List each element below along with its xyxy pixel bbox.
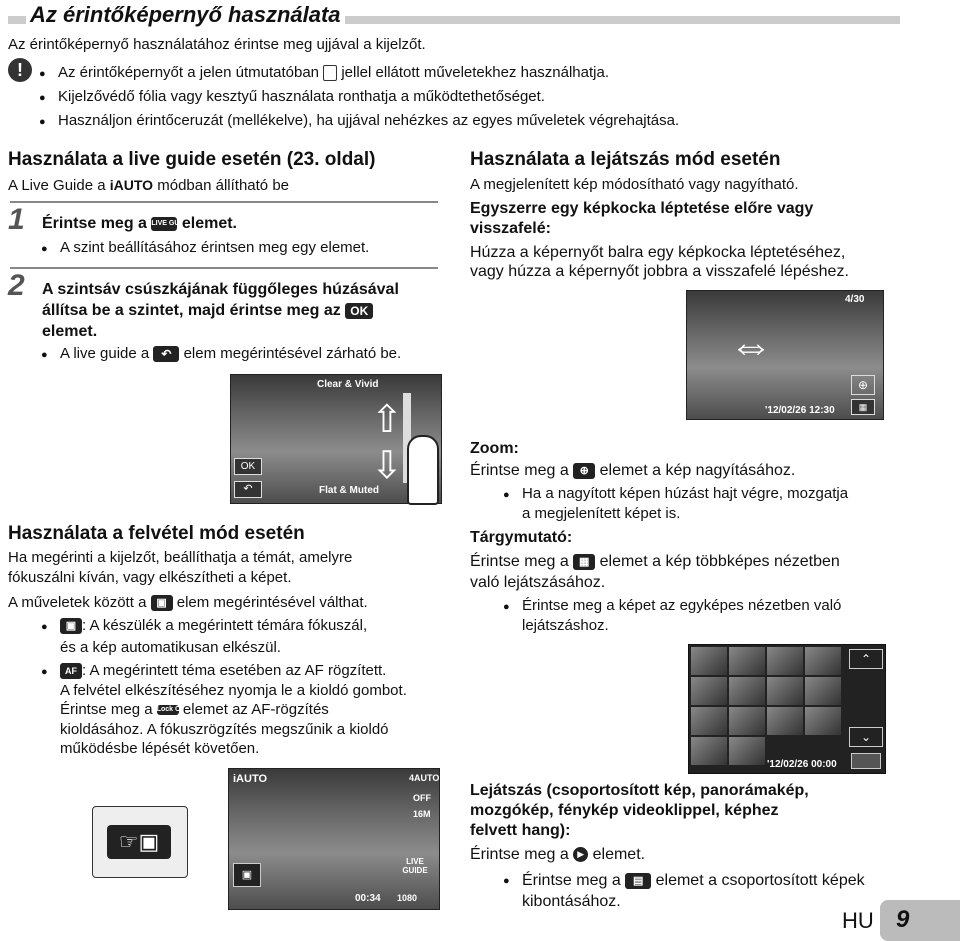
footer-lang: HU [842, 908, 874, 933]
shooting-p1: Ha megérinti a kijelzőt, beállíthatja a témát, amelyre [8, 549, 353, 566]
note-touch: ● Az érintőképernyőt a jelen útmutatóban jellel ellátott műveletekhez használhatja. [58, 63, 609, 83]
thumb[interactable] [691, 737, 727, 765]
step2-line1: A szintsáv csúszkájának függőleges húzásával [42, 281, 399, 298]
screen-bottom-label: Flat & Muted [319, 485, 379, 496]
zoom-bullet-cont: a megjelenített képet is. [522, 505, 681, 522]
thumb[interactable] [691, 677, 727, 705]
shooting-b2f: működésbe lépését követően. [60, 740, 260, 757]
zoom-heading: Zoom: [470, 440, 519, 457]
index-bullet: ● Érintse meg a képet az egyképes nézetben való [522, 596, 841, 616]
group-head2: mozgókép, fénykép videoklippel, képhez [470, 802, 779, 819]
caution-icon: ! [8, 58, 32, 82]
playback-p2: Húzza a képernyőt balra egy képkocka léptetéséhez, [470, 244, 846, 261]
touch-shutter-icon: ▣ [151, 595, 173, 611]
shooting-screen [228, 768, 440, 910]
swipe-arrow-icon: ⇔ [729, 321, 773, 370]
shooting-p3: A műveletek között a ▣ elem megérintésével válthat. [8, 594, 368, 611]
play-icon: ▶ [573, 847, 588, 862]
shooting-bullet1-cont: és a kép automatikusan elkészül. [60, 639, 281, 656]
shooting-b2b: A felvétel elkészítéséhez nyomja le a kioldó gombot. [60, 682, 407, 699]
thumb[interactable] [767, 677, 803, 705]
zoom-button[interactable]: ⊕ [851, 375, 875, 395]
grid-date: '12/02/26 00:00 [767, 759, 837, 770]
screen-ok-button[interactable]: OK [234, 458, 262, 475]
step2-line3: elemet. [42, 323, 98, 340]
group-text: Érintse meg a ▶ elemet. [470, 846, 646, 863]
screen-top-label: Clear & Vivid [317, 379, 379, 390]
step2-number: 2 [8, 269, 25, 302]
slider-arrow-up-icon: ⇧ [371, 399, 403, 441]
thumb[interactable] [767, 707, 803, 735]
step1-bullet: ● A szint beállításához érintsen meg egy elemet. [60, 238, 369, 258]
shooting-bullet1: ● ▣ : A készülék a megérintett témára fókuszál, [60, 616, 367, 636]
group-bullet: ● Érintse meg a ▤ elemet a csoportosított képek [522, 870, 865, 891]
screen-counter: 00:34 [355, 893, 381, 904]
screen-touch-button[interactable]: ▣ [233, 863, 261, 887]
zoom-bullet: ● Ha a nagyított képen húzást hajt végre, mozgatja [522, 484, 848, 504]
step2-rule [10, 267, 438, 269]
step1-number: 1 [8, 203, 25, 236]
group-head1: Lejátszás (csoportosított kép, panorámakép, [470, 782, 809, 799]
slider-arrow-down-icon: ⇩ [371, 445, 403, 487]
index-bullet-cont: lejátszáshoz. [522, 617, 609, 634]
step2-bullet: ● A live guide a ↶ elem megérintésével zárható be. [60, 344, 401, 364]
thumb[interactable] [805, 707, 841, 735]
screen-live-guide[interactable]: LIVE GUIDE [402, 857, 428, 875]
zoom-text: Érintse meg a ⊕ elemet a kép nagyításához. [470, 462, 796, 479]
lock-off-chip: Lock Off [156, 706, 186, 714]
screen-flash: 4AUTO [409, 773, 440, 783]
index-heading: Tárgymutató: [470, 529, 573, 546]
thumb[interactable] [805, 647, 841, 675]
thumb[interactable] [805, 677, 841, 705]
shooting-b2e: kioldásához. A fókuszrögzítés megszűnik a kioldó [60, 721, 389, 738]
expand-group-icon: ▤ [625, 873, 651, 889]
thumb[interactable] [729, 647, 765, 675]
group-head3: felvett hang): [470, 822, 571, 839]
finger-icon [407, 435, 439, 505]
zoom-icon: ⊕ [573, 463, 595, 479]
thumb[interactable] [691, 707, 727, 735]
index-icon: ▦ [573, 554, 595, 570]
playback-p1: A megjelenített kép módosítható vagy nagyítható. [470, 176, 799, 193]
thumb[interactable] [729, 707, 765, 735]
touch-icon [323, 65, 337, 81]
playback-sub1: Egyszerre egy képkocka léptetése előre vagy [470, 200, 814, 217]
footer-page-tab [880, 900, 960, 941]
shooting-heading: Használata a felvétel mód esetén [8, 523, 305, 544]
playback-sub2: visszafelé: [470, 220, 551, 237]
intro-text: Az érintőképernyő használatához érintse meg ujjával a kijelzőt. [8, 36, 426, 53]
thumb[interactable] [767, 647, 803, 675]
live-guide-sub: A Live Guide a iAUTO módban állítható be [8, 177, 289, 194]
note-stylus: ● Használjon érintőceruzát (mellékelve), ha ujjával nehézkes az egyes műveletek végrehajtása. [58, 111, 679, 131]
step1-rule [10, 201, 438, 203]
live-guide-screen [230, 374, 442, 504]
thumb[interactable] [691, 647, 727, 675]
page-title: Az érintőképernyő használata [26, 1, 345, 29]
back-icon: ↶ [153, 346, 179, 362]
screen-size: 16M [413, 809, 431, 819]
shooting-bullet2: ● AF : A megérintett téma esetében az AF rögzített. [60, 661, 386, 681]
index-text-cont: való lejátszásához. [470, 574, 606, 591]
index-grid-screen [688, 644, 886, 774]
playback-date: '12/02/26 12:30 [765, 405, 835, 416]
live-guide-heading: Használata a live guide esetén (23. oldal) [8, 149, 376, 170]
grid-single-view-button[interactable] [851, 753, 881, 769]
iauto-icon: iAUTO [109, 177, 154, 193]
playback-heading: Használata a lejátszás mód esetén [470, 149, 781, 170]
thumb[interactable] [729, 677, 765, 705]
live-guide-chip: LIVE GUIDE [151, 217, 177, 231]
screen-mode: iAUTO [233, 773, 268, 785]
screen-off: OFF [413, 793, 431, 803]
note-film: ● Kijelzővédő fólia vagy kesztyű használata ronthatja a működtethetőséget. [58, 87, 545, 107]
footer-page-number: 9 [896, 906, 910, 933]
touch-shutter-big-icon: ☞▣ [107, 825, 171, 859]
playback-count: 4/30 [845, 294, 865, 305]
shooting-b2c: Érintse meg a Lock Off elemet az AF-rögzítés [60, 701, 329, 718]
touch-focus-icon: ▣ [60, 618, 82, 634]
screen-back-button[interactable]: ↶ [234, 481, 262, 498]
step2-line2: állítsa be a szintet, majd érintse meg az OK [42, 300, 373, 321]
shooting-p2: fókuszálni kíván, vagy elkészítheti a képet. [8, 569, 292, 586]
index-button[interactable]: ▦ [851, 399, 875, 415]
playback-screen [686, 290, 884, 420]
step1-text: Érintse meg a LIVE GUIDE elemet. [42, 215, 237, 232]
touch-button-callout [92, 806, 188, 878]
grid-scroll-up-button[interactable]: ⌃ [849, 649, 883, 669]
group-bullet-cont: kibontásához. [522, 893, 621, 910]
thumb[interactable] [729, 737, 765, 765]
screen-count2: 1080 [397, 893, 418, 903]
af-lock-icon: AF [60, 663, 82, 679]
ok-chip: OK [345, 303, 373, 319]
index-text: Érintse meg a ▦ elemet a kép többképes nézetben [470, 553, 840, 570]
playback-p3: vagy húzza a képernyőt jobbra a visszafelé lépéshez. [470, 263, 849, 280]
grid-scroll-down-button[interactable]: ⌄ [849, 727, 883, 747]
